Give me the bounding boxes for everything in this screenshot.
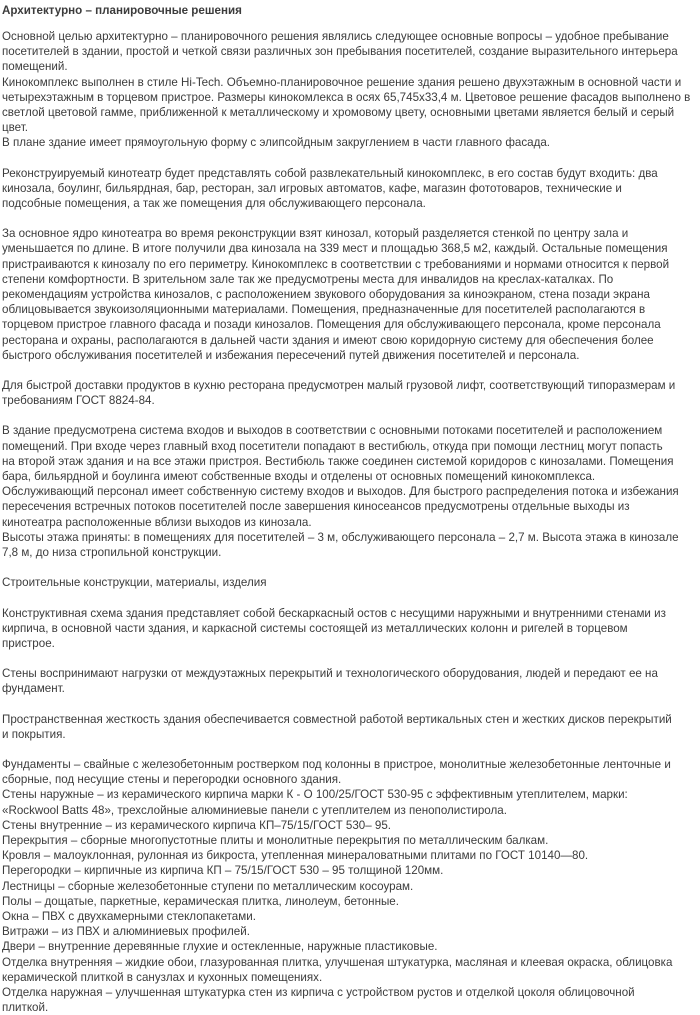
text-line: В здание предусмотрена система входов и выходов в соответствии с основными потоками посетителей и расположением — [2, 424, 663, 438]
paragraph-structural-scheme — [2, 606, 698, 652]
text-line: бара, бильярдной и боулинга имеют собственные входы и отделены от основных помещений кинокомплекса. — [2, 470, 596, 484]
text-line: Для быстрой доставки продуктов в кухню ресторана предусмотрен малый грузовой лифт, соответствующий типоразмерам и — [2, 379, 676, 393]
text-line: сборные, под несущие стены и перегородки основного здания. — [2, 773, 342, 787]
text-line: помещений. — [2, 60, 68, 74]
text-line: Витражи – из ПВХ и алюминиевых профилей. — [2, 925, 250, 939]
text-line: и покрытия. — [2, 727, 66, 741]
text-line: пристраиваются к кинозалу по его периметру. Кинокомплекс в соответствии с требованиями и нормами относится к первой — [2, 257, 670, 271]
text-line: Стены внутренние – из керамического кирпича КП–75/15/ГОСТ 530– 95. — [2, 818, 392, 832]
text-line: Лестницы – сборные железобетонные ступени по металлическим косоурам. — [2, 879, 414, 893]
text-line: облицовывается звукоизоляционными материалами. Помещения, предназначенные для посетителей располагаются в — [2, 303, 646, 317]
text-line: степени комфортности. В зрительном зале так же предусмотрены места для инвалидов на креслах-каталках. По — [2, 272, 614, 286]
text-line: помещений. При входе через главный вход посетители попадают в вестибюль, откуда при помощи лестниц могут попасть — [2, 439, 663, 453]
text-line: подсобные помещения, а так же помещения для обслуживающего персонала. — [2, 197, 426, 211]
text-line: фундамент. — [2, 682, 65, 696]
text-line: Реконструируемый кинотеатр будет представлять собой развлекательный кинокомплекс, в его состав будут входить: два — [2, 166, 658, 180]
text-line: Кинокомплекс выполнен в стиле Hi-Tech. Объемно-планировочное решение здания решено двухэтажным в основной части и — [2, 75, 682, 89]
text-line: плиткой. — [2, 1001, 49, 1015]
text-line: требованиям ГОСТ 8824-84. — [2, 394, 155, 408]
text-line: пристрое. — [2, 636, 55, 650]
text-line: 7,8 м, до низа стропильной конструкции. — [2, 546, 222, 560]
paragraph-core-halls — [2, 226, 698, 363]
text-line: Отделка наружная – улучшенная штукатурка стен из кирпича с устройством рустов и отделкой цоколя облицовочной — [2, 985, 635, 999]
document-body — [2, 29, 698, 1015]
paragraph-cinema-complex — [2, 166, 698, 212]
text-line: Высоты этажа приняты: в помещениях для посетителей – 3 м, обслуживающего персонала – 2,7 м. Высота этажа в кинозале — [2, 530, 679, 544]
text-line: пересечения встречных потоков посетителей после завершения киносеансов предусмотрены отдельные выходы из — [2, 500, 630, 514]
paragraph-materials-list — [2, 757, 698, 1015]
text-line: За основное ядро кинотеатра во время реконструкции взят кинозал, который разделяется стенкой по центру зала и — [2, 227, 629, 241]
paragraph-walls-loads — [2, 666, 698, 696]
text-line: Двери – внутренние деревянные глухие и остекленные, наружные пластиковые. — [2, 940, 438, 954]
text-line: Обслуживающий персонал имеет собственную систему входов и выходов. Для быстрого распределения потока и избежания — [2, 485, 679, 499]
text-line: «Rockwool Batts 48», трехслойные алюминиевые панели с утеплителем из пенополистирола. — [2, 803, 507, 817]
text-line: Перекрытия – сборные многопустотные плиты и монолитные перекрытия по металлическим балкам. — [2, 833, 549, 847]
text-line: Стены наружные – из керамического кирпича марки К - О 100/25/ГОСТ 530-95 с эффективным утеплителем, марки: — [2, 788, 628, 802]
text-line: Перегородки – кирпичные из кирпича КП – 75/15/ГОСТ 530 – 95 толщиной 120мм. — [2, 864, 444, 878]
text-line: четырехэтажным в торцевом пристрое. Размеры кинокомлекса в осях 65,745х33,4 м. Цветовое решение фасадов выполнено в — [2, 90, 691, 104]
text-line: цвет. — [2, 121, 28, 135]
page-title: Архитектурно – планировочные решения — [2, 4, 242, 17]
text-line: кирпича, в основной части здания, и каркасной системы состоящей из металлических колонн и ригелей в торцевом — [2, 621, 628, 635]
text-line: кинотеатра расположенные вблизи выходов из кинозала. — [2, 515, 312, 529]
text-line: уменьшается по длине. В итоге получили два кинозала на 339 мест и площадью 368,5 м2, каждый. Остальные помещения — [2, 242, 668, 256]
text-line: Отделка внутренняя – жидкие обои, глазурованная плитка, улучшеная штукатурка, масляная и клеевая окраска, облицовка — [2, 955, 673, 969]
text-line: кинозала, боулинг, бильярдная, бар, ресторан, зал игровых автоматов, кафе, магазин фототоваров, технические и — [2, 181, 622, 195]
text-line: Стены воспринимают нагрузки от междуэтажных перекрытий и технологического оборудования, людей и передают ее на — [2, 667, 658, 681]
text-line: Основной целью архитектурно – планировочного решения являлись следующее основные вопросы – удобное пребывание — [2, 30, 669, 43]
text-line: Полы – дощатые, паркетные, керамическая плитка, линолеум, бетонные. — [2, 894, 399, 908]
paragraph-entrances — [2, 423, 698, 560]
text-line: Конструктивная схема здания представляет собой бескаркасный остов с несущими наружными и внутренними стенами из — [2, 606, 666, 620]
text-line: Пространственная жесткость здания обеспечивается совместной работой вертикальных стен и жестких дисков перекрытий — [2, 712, 672, 726]
text-line: Строительные конструкции, материалы, изделия — [2, 576, 267, 590]
text-line: керамической плиткой в санузлах и кухонных помещениях. — [2, 970, 323, 984]
text-line: Окна – ПВХ с двухкамерными стеклопакетами. — [2, 909, 256, 923]
heading-structures — [2, 575, 698, 590]
paragraph-main-purpose — [2, 29, 698, 151]
text-line: посетителей в здании, простой и четкой связи различных зон пребывания посетителей, создание выразительного интерьера — [2, 45, 678, 59]
text-line: В плане здание имеет прямоугольную форму с элипсойдным закруглением в части главного фасада. — [2, 136, 551, 150]
text-line: торцевом пристрое главного фасада и позади кинозалов. Помещения для обслуживающего персонала, кроме персонала — [2, 318, 661, 332]
text-line: рекомендациям устройства кинозалов, с расположением звукового оборудования за киноэкраном, стена позади экрана — [2, 288, 650, 302]
text-line: быстрого обслуживания посетителей и избежания пересечений путей движения посетителей и персонала. — [2, 348, 580, 362]
paragraph-rigidity — [2, 712, 698, 742]
text-line: светлой цветовой гамме, приближенной к металлическому и хромовому цвету, основными цветами является белый и серый — [2, 106, 675, 120]
text-line: Кровля – малоуклонная, рулонная из бикроста, утепленная минераловатными плитами по ГОСТ 10140—80. — [2, 849, 589, 863]
text-line: Фундаменты – свайные с железобетонным ростверком под колонны в пристрое, монолитные железобетонные ленточные и — [2, 757, 671, 771]
text-line: ресторана и охраны, располагаются в дальней части здания и имеют свою коридорную систему для обеспечения более — [2, 333, 654, 347]
paragraph-freight-lift — [2, 378, 698, 408]
text-line: на второй этаж здания и на все этажи пристроя. Вестибюль также соединен системой коридоров с кинозалами. Помещения — [2, 454, 674, 468]
